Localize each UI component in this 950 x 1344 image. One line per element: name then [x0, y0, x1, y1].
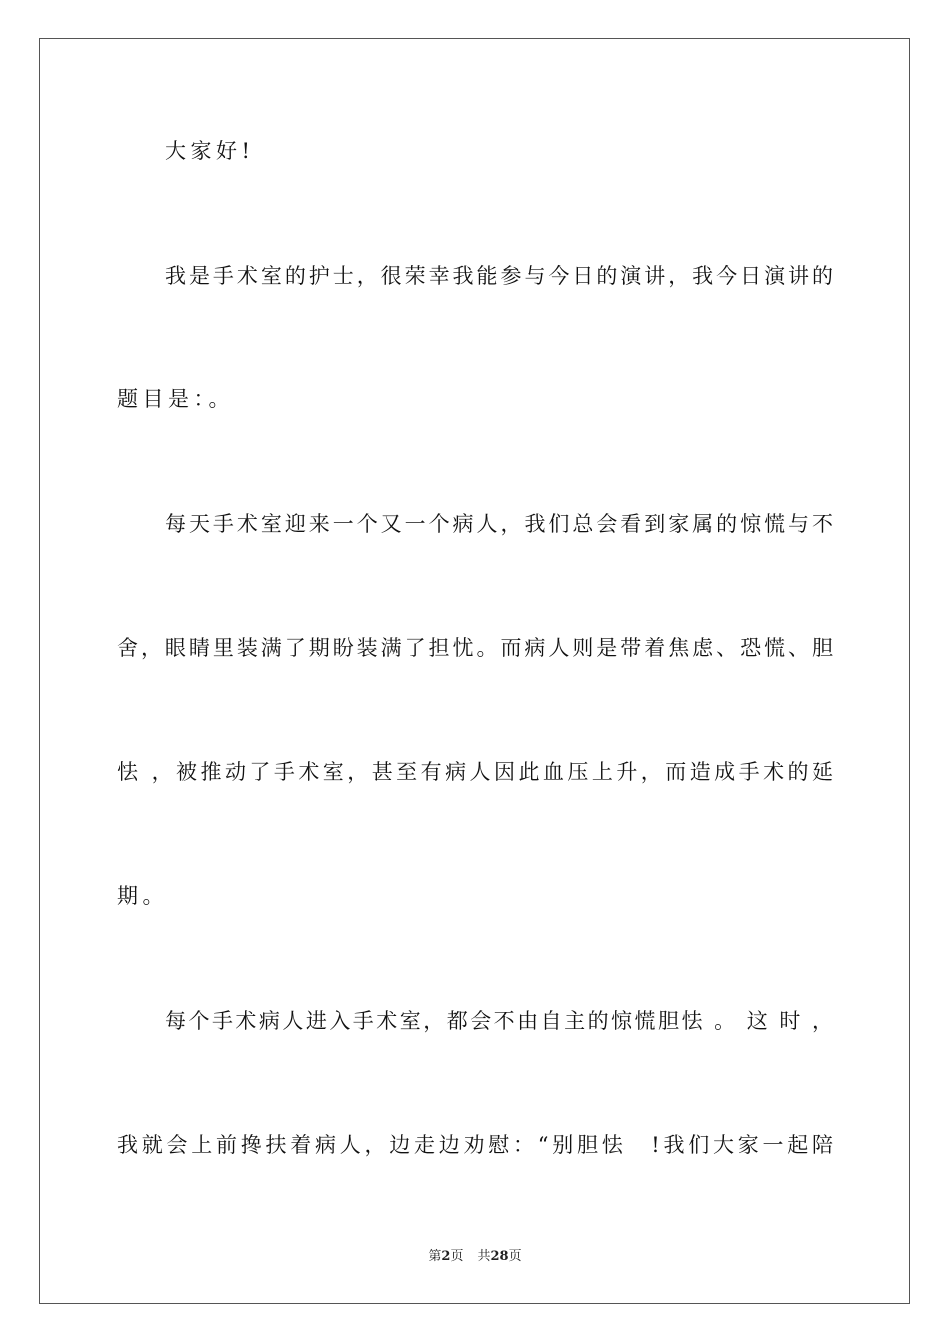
page-current-number: 2	[441, 1249, 451, 1264]
paragraph-2-line-3: 怯 ，被推动了手术室，甚至有病人因此血压上升，而造成手术的延	[117, 760, 833, 784]
paragraph-2-line-1: 每天手术室迎来一个又一个病人，我们总会看到家属的惊慌与不	[165, 512, 833, 536]
page-prefix: 第	[428, 1249, 442, 1264]
paragraph-3-line-2: 我就会上前搀扶着病人，边走边劝慰：“别胆怯 !我们大家一起陪	[117, 1133, 833, 1157]
page-suffix: 页	[450, 1249, 464, 1264]
page-total-number: 28	[490, 1249, 509, 1264]
total-suffix: 页	[508, 1249, 522, 1264]
greeting-line: 大家好!	[165, 139, 255, 163]
paragraph-3-line-1: 每个手术病人进入手术室，都会不由自主的惊慌胆怯 。 这 时 ，	[165, 1009, 833, 1033]
page-border	[39, 38, 910, 1304]
page-footer	[0, 1248, 950, 1266]
paragraph-1-line-2: 题目是：。	[117, 387, 234, 411]
paragraph-1-line-1: 我是手术室的护士，很荣幸我能参与今日的演讲，我今日演讲的	[165, 264, 833, 288]
paragraph-2-line-4: 期。	[117, 884, 168, 908]
total-prefix: 共	[477, 1249, 491, 1264]
paragraph-2-line-2: 舍，眼睛里装满了期盼装满了担忧。而病人则是带着焦虑、恐慌、胆	[117, 636, 833, 660]
